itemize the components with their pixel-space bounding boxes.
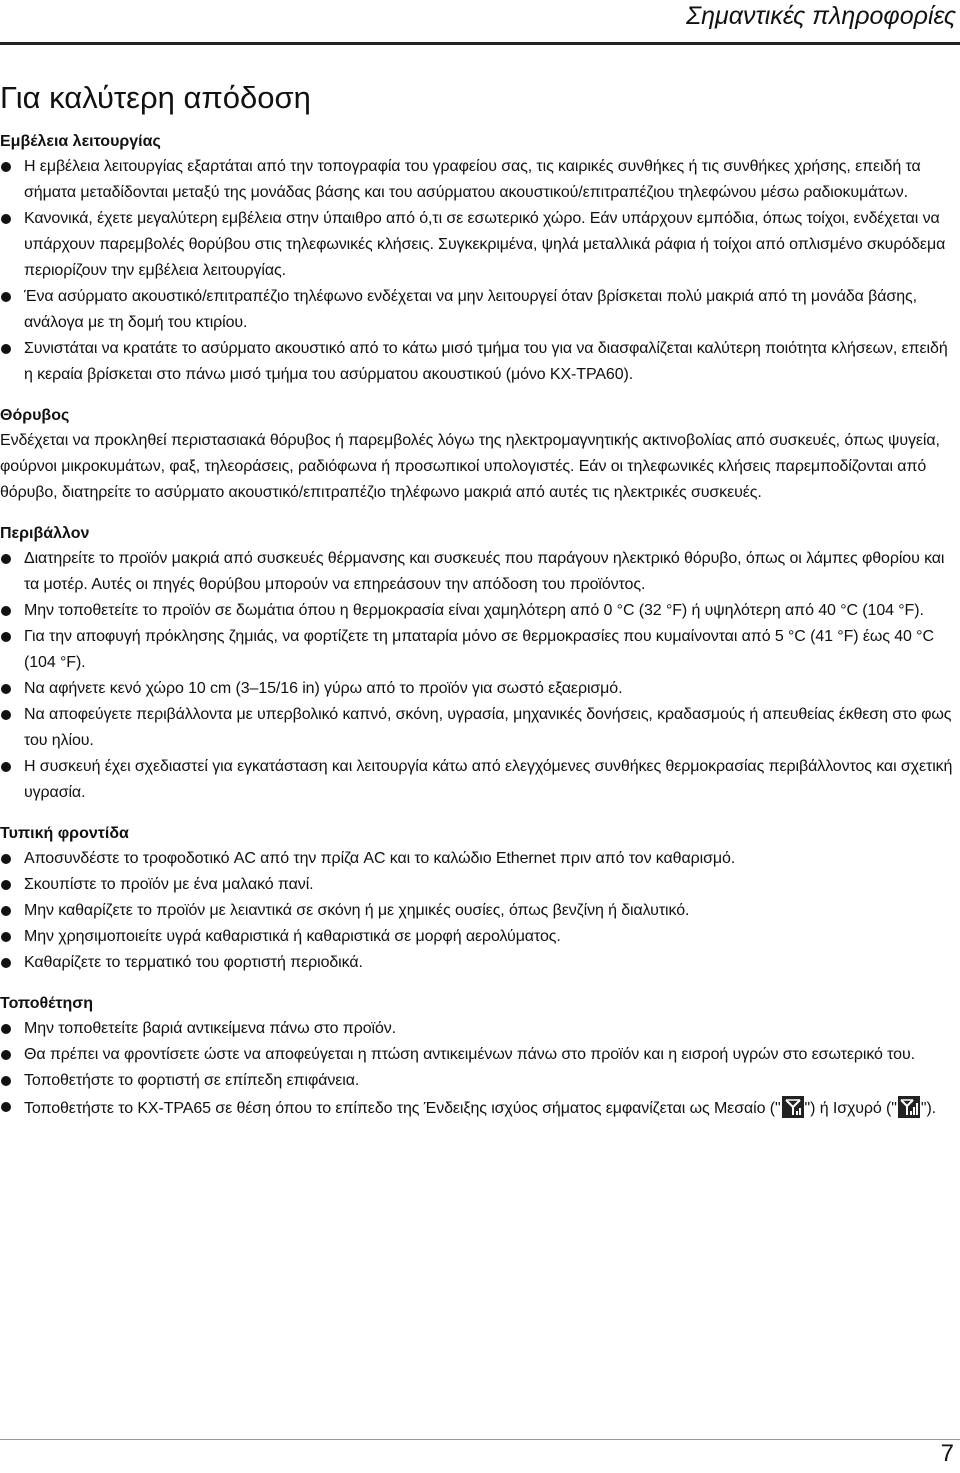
bullet-icon [1,762,11,772]
section-environment [0,524,960,806]
bullet-icon [1,162,11,172]
main-content [0,132,960,1124]
list-item-text: Συνιστάται να κρατάτε το ασύρματο ακουστικό από το κάτω μισό τμήμα του για να διασφαλίζεται καλύτερη ποιότητα κλήσεων, επειδή η κεραία βρίσκεται στο πάνω μισό τμήμα του ασύρματου ακουστικού (μόνο KX-TPA60). [24,340,948,383]
bullet-icon [1,344,11,354]
section-noise [0,406,960,506]
section-paragraph: Ενδέχεται να προκληθεί περιστασιακά θόρυβος ή παρεμβολές λόγω της ηλεκτρομαγνητικής ακτινοβολίας από συσκευές, όπως ψυγεία, φούρνοι μικροκυμάτων, φαξ, τηλεοράσεις, ραδιόφωνα ή προσωπικοί υπολογιστές. Εάν οι τηλεφωνικές κλήσεις παρεμποδίζονται από θόρυβο, διατηρείτε το ασύρματο ακουστικό/επιτραπέζιο τηλέφωνο μακριά από αυτές τις ηλεκτρικές συσκευές. [0,432,940,501]
list-item-text: Ένα ασύρματο ακουστικό/επιτραπέζιο τηλέφωνο ενδέχεται να μην λειτουργεί όταν βρίσκεται πολύ μακριά από τη μονάδα βάσης, ανάλογα με τη δομή του κτιρίου. [24,288,917,331]
section-range [0,132,960,388]
bullet-icon [1,632,11,642]
bullet-icon [1,958,11,968]
list-item-text-middle: ") ή Ισχυρό (" [804,1100,897,1117]
list-item [0,546,960,598]
footer-rule [0,1439,960,1440]
bullet-list [0,546,960,806]
bullet-icon [1,932,11,942]
list-item [0,924,960,950]
bullet-icon [1,880,11,890]
list-item-text: Τοποθετήστε το KX-TPA65 σε θέση όπου το επίπεδο της Ένδειξης ισχύος σήματος εμφανίζεται ως Μεσαίο (" [24,1100,781,1117]
list-item-text: Η εμβέλεια λειτουργίας εξαρτάται από την τοπογραφία του γραφείου σας, τις καιρικές συνθήκες ή τις συνθήκες χρήσης, επειδή τα σήματα μεταδίδονται μεταξύ της μονάδας βάσης και του ασύρματου ακουστικού/επιτραπέζιου τηλεφώνου μέσω ραδιοκυμάτων. [24,158,921,201]
header-rule [0,42,960,45]
list-item [0,624,960,676]
bullet-icon [1,606,11,616]
bullet-icon [1,214,11,224]
list-item-text: Να αφήνετε κενό χώρο 10 cm (3–15/16 in) γύρω από το προϊόν για σωστό εξαερισμό. [24,680,623,697]
section-heading: Περιβάλλον [0,525,90,542]
bullet-list [0,154,960,388]
list-item [0,1016,960,1042]
bullet-list [0,1016,960,1124]
list-item [0,702,960,754]
list-item-text: Μην καθαρίζετε το προϊόν με λειαντικά σε σκόνη ή με χημικές ουσίες, όπως βενζίνη ή διαλυτικό. [24,902,690,919]
bullet-icon [1,1050,11,1060]
list-item [0,1042,960,1068]
list-item [0,1068,960,1094]
list-item-text: Μην χρησιμοποιείτε υγρά καθαριστικά ή καθαριστικά σε μορφή αερολύματος. [24,928,561,945]
list-item [0,206,960,284]
section-heading: Τοποθέτηση [0,995,93,1012]
list-item-text: Η συσκευή έχει σχεδιαστεί για εγκατάσταση και λειτουργία κάτω από ελεγχόμενες συνθήκες θερμοκρασίας περιβάλλοντος και σχετική υγρασία. [24,758,953,801]
bullet-icon [1,1024,11,1034]
list-item-text: Θα πρέπει να φροντίσετε ώστε να αποφεύγεται η πτώση αντικειμένων πάνω στο προϊόν και η εισροή υγρών στο εσωτερικό του. [24,1046,915,1063]
list-item [0,950,960,976]
list-item-text: Καθαρίζετε το τερματικό του φορτιστή περιοδικά. [24,954,363,971]
list-item-text: Διατηρείτε το προϊόν μακριά από συσκευές θέρμανσης και συσκευές που παράγουν ηλεκτρικό θόρυβο, όπως οι λάμπες φθορίου και τα μοτέρ. Αυτές οι πηγές θορύβου μπορούν να επηρεάσουν την απόδοση του προϊόντος. [24,550,945,593]
bullet-list [0,846,960,976]
section-heading: Θόρυβος [0,407,70,424]
bullet-icon [1,710,11,720]
bullet-icon [1,292,11,302]
page-title: Για καλύτερη απόδοση [0,80,311,115]
list-item-text: Αποσυνδέστε το τροφοδοτικό AC από την πρίζα AC και το καλώδιο Ethernet πριν από τον καθαρισμό. [24,850,736,867]
list-item [0,898,960,924]
list-item-text: Σκουπίστε το προϊόν με ένα μαλακό πανί. [24,876,314,893]
list-item-text: Για την αποφυγή πρόκλησης ζημιάς, να φορτίζετε τη μπαταρία μόνο σε θερμοκρασίες που κυμαίνονται από 5 °C (41 °F) έως 40 °C (104 °F). [24,628,934,671]
list-item [0,676,960,702]
bullet-icon [1,1102,11,1112]
bullet-icon [1,684,11,694]
list-item [0,336,960,388]
list-item-text: Να αποφεύγετε περιβάλλοντα με υπερβολικό καπνό, σκόνη, υγρασία, μηχανικές δονήσεις, κραδασμούς ή απευθείας έκθεση στο φως του ηλίου. [24,706,952,749]
list-item [0,154,960,206]
list-item [0,846,960,872]
list-item-text: Κανονικά, έχετε μεγαλύτερη εμβέλεια στην ύπαιθρο από ό,τι σε εσωτερικό χώρο. Εάν υπάρχουν εμπόδια, όπως τοίχοι, ενδέχεται να υπάρχουν παρεμβολές θορύβου στις τηλεφωνικές κλήσεις. Συγκεκριμένα, ψηλά μεταλλικά ράφια ή τοίχοι από οπλισμένο σκυρόδεμα περιορίζουν την εμβέλεια λειτουργίας. [24,210,946,279]
list-item-text: Μην τοποθετείτε το προϊόν σε δωμάτια όπου η θερμοκρασία είναι χαμηλότερη από 0 °C (32 °F) ή υψηλότερη από 40 °C (104 °F). [24,602,924,619]
bullet-icon [1,1076,11,1086]
list-item [0,284,960,336]
signal-medium-icon [782,1096,804,1118]
section-heading: Τυπική φροντίδα [0,825,129,842]
list-item [0,598,960,624]
list-item [0,872,960,898]
list-item [0,754,960,806]
page-number: 7 [940,1440,954,1467]
list-item-text-end: "). [920,1100,937,1117]
list-item-text: Μην τοποθετείτε βαριά αντικείμενα πάνω στο προϊόν. [24,1020,397,1037]
list-item [0,1094,960,1124]
bullet-icon [1,906,11,916]
running-header: Σημαντικές πληροφορίες [686,2,956,30]
list-item-text: Τοποθετήστε το φορτιστή σε επίπεδη επιφάνεια. [24,1072,360,1089]
section-care [0,824,960,976]
section-placement [0,994,960,1124]
signal-strong-icon [898,1096,920,1118]
section-heading: Εμβέλεια λειτουργίας [0,133,161,150]
bullet-icon [1,854,11,864]
bullet-icon [1,554,11,564]
